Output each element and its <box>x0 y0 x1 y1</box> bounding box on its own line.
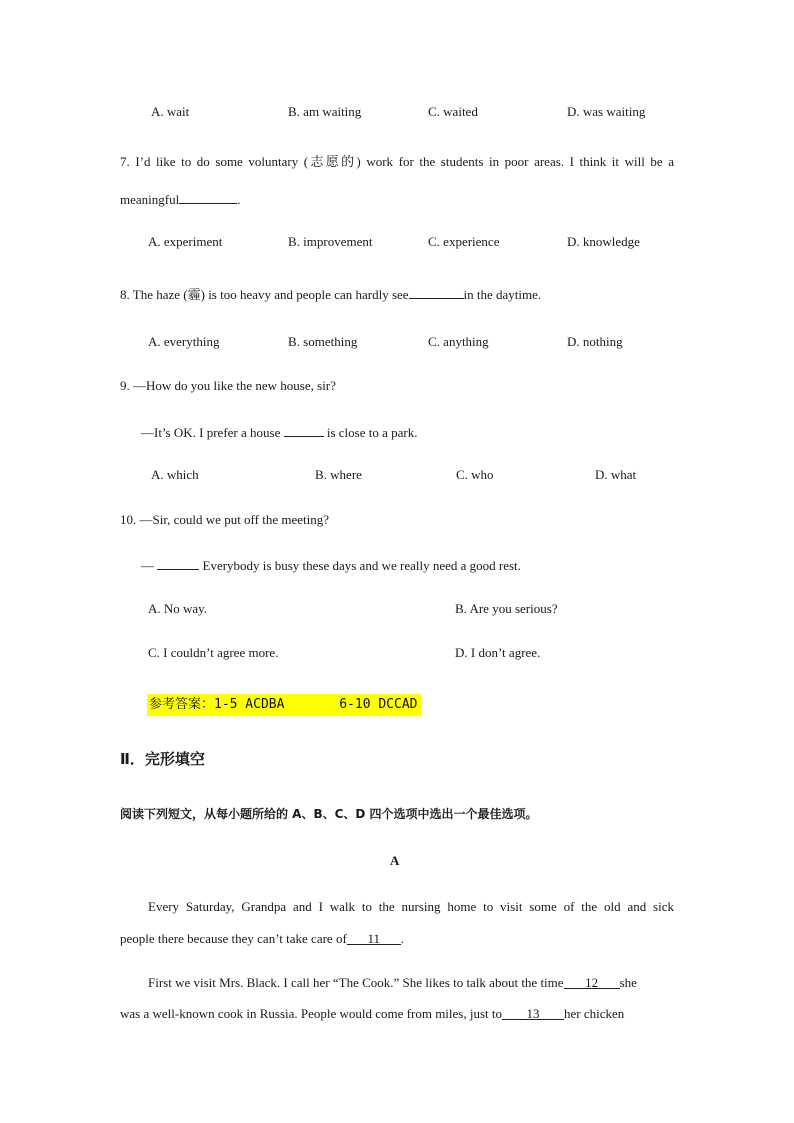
q7-answer-blank <box>179 189 237 204</box>
q7-option-d: D. knowledge <box>567 234 640 249</box>
q8-option-a: A. everything <box>148 334 220 349</box>
q10-option-d: D. I don’t agree. <box>455 645 541 660</box>
q8-option-d: D. nothing <box>567 334 623 349</box>
q7-stem-suffix: . <box>237 192 241 207</box>
q10-option-c: C. I couldn’t agree more. <box>148 645 279 660</box>
q9-stem-line1: 9. —How do you like the new house, sir? <box>120 378 336 393</box>
blank-11: 11 <box>347 930 401 945</box>
q9-option-b: B. where <box>315 467 362 482</box>
q10-stem-prefix: — <box>141 558 158 573</box>
q7-option-a: A. experiment <box>148 234 223 249</box>
q8-stem <box>120 284 541 304</box>
q6-option-a: A. wait <box>151 104 190 119</box>
q10-stem-line1: 10. —Sir, could we put off the meeting? <box>120 512 330 527</box>
q7-stem-line2 <box>120 189 240 209</box>
passage-p1-suffix: . <box>400 931 405 946</box>
q9-option-c: C. who <box>456 467 494 482</box>
q8-option-c: C. anything <box>428 334 489 349</box>
passage-p1-prefix: people there because they can’t take care of <box>120 931 347 946</box>
passage-label: A <box>390 853 400 868</box>
q6-option-d: D. was waiting <box>567 104 646 119</box>
q9-option-a: A. which <box>151 467 199 482</box>
q9-answer-blank <box>284 422 324 437</box>
passage-p2-suffix1: she <box>619 975 637 990</box>
passage-p2-line2 <box>120 1005 624 1023</box>
passage-p1-line1 <box>120 898 674 916</box>
passage-p2-prefix1: First we visit Mrs. Black. I call her “The Cook.” She likes to talk about the time <box>148 975 564 990</box>
q8-answer-blank <box>409 284 464 299</box>
section-instructions: 阅读下列短文，从每小题所给的 A、B、C、D 四个选项中选出一个最佳选项。 <box>120 807 538 821</box>
section-title: Ⅱ．完形填空 <box>120 750 205 768</box>
answer-key: 参考答案：1-5 ACDBA 6-10 DCCAD <box>147 694 421 716</box>
q7-stem-text: 7. I’d like to do some voluntary (志愿的) work for the students in poor areas. I think it will be a <box>120 154 674 169</box>
q6-option-b: B. am waiting <box>288 104 362 119</box>
q9-stem-line2 <box>141 422 417 442</box>
q10-answer-blank <box>157 555 199 570</box>
q10-stem-suffix: Everybody is busy these days and we really need a good rest. <box>199 558 521 573</box>
passage-p2-prefix2: was a well-known cook in Russia. People would come from miles, just to <box>120 1006 503 1021</box>
q10-stem-line2 <box>141 555 521 575</box>
q9-option-d: D. what <box>595 467 637 482</box>
q7-stem-line1 <box>120 153 674 171</box>
blank-13: 13 <box>502 1005 564 1020</box>
q9-stem-suffix: is close to a park. <box>323 425 418 440</box>
q6-option-c: C. waited <box>428 104 478 119</box>
q8-option-b: B. something <box>288 334 358 349</box>
blank-12: 12 <box>564 974 620 989</box>
q8-stem-suffix: in the daytime. <box>463 287 542 302</box>
q7-option-c: C. experience <box>428 234 500 249</box>
q10-option-a: A. No way. <box>148 601 208 616</box>
passage-p1-text: Every Saturday, Grandpa and I walk to the nursing home to visit some of the old and sick <box>148 899 674 914</box>
q9-stem-prefix: —It’s OK. I prefer a house <box>141 425 281 440</box>
q8-stem-prefix: 8. The haze (霾) is too heavy and people can hardly see <box>120 287 409 302</box>
passage-p2-suffix2: her chicken <box>564 1006 625 1021</box>
passage-p1-line2 <box>120 930 404 948</box>
q7-option-b: B. improvement <box>288 234 373 249</box>
passage-p2-line1 <box>148 974 637 992</box>
q10-option-b: B. Are you serious? <box>455 601 558 616</box>
q7-stem-prefix: meaningful <box>120 192 180 207</box>
